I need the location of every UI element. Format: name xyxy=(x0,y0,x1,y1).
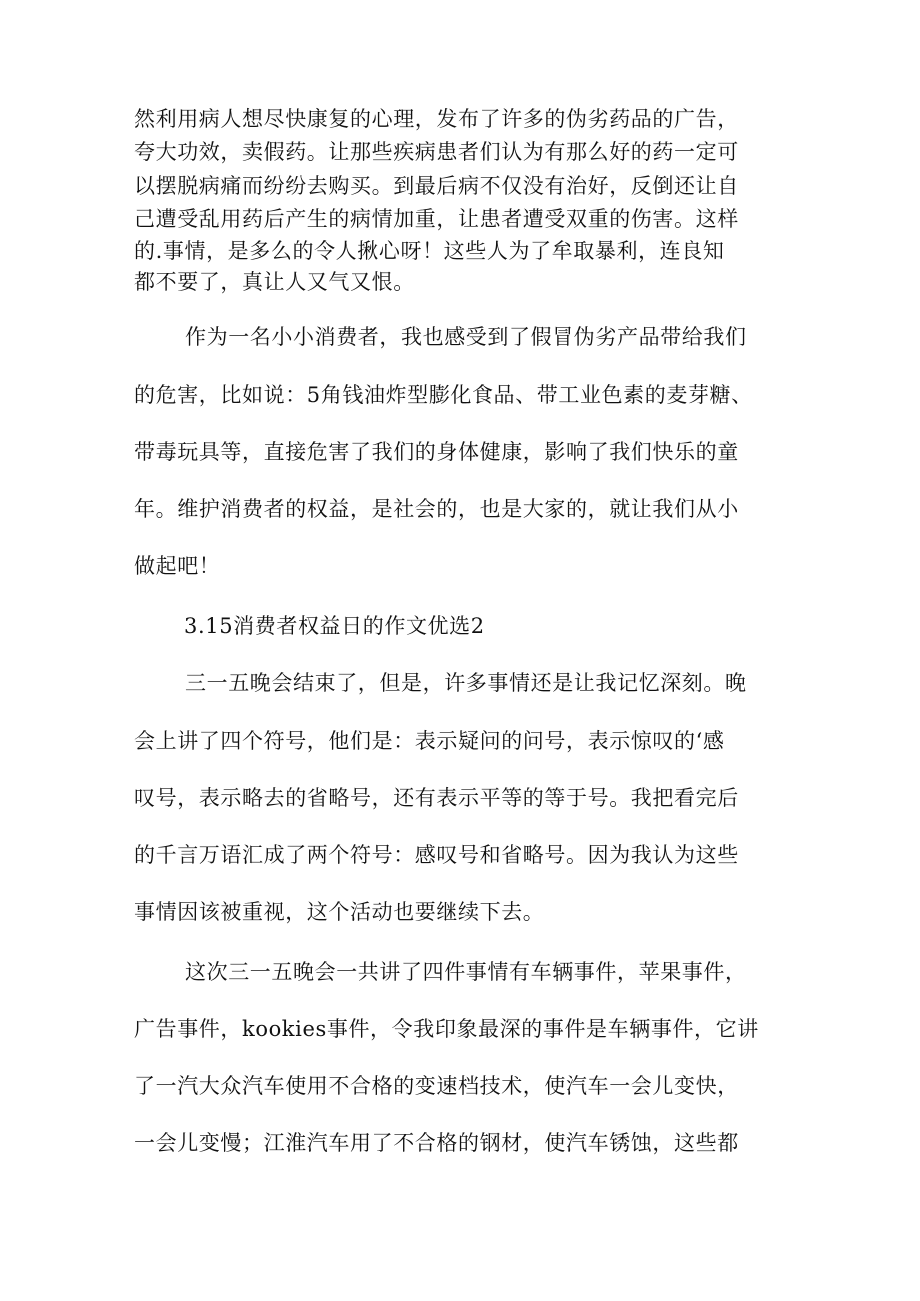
text-line: 然利用病人想尽快康复的心理，发布了许多的伪劣药品的广告， xyxy=(134,107,739,131)
text-line: 以摆脱病痛而纷纷去购买。到最后病不仅没有治好，反倒还让自 xyxy=(134,174,739,198)
text-line: 这次三一五晚会一共讲了四件事情有车辆事件，苹果事件， xyxy=(185,960,747,984)
text-line: 广告事件，kookies事件，令我印象最深的事件是车辆事件，它讲 xyxy=(134,1017,759,1041)
text-line: 带毒玩具等，直接危害了我们的身体健康，影响了我们快乐的童 xyxy=(134,440,739,464)
text-line: 的危害，比如说：5角钱油炸型膨化食品、带工业色素的麦芽糖、 xyxy=(134,383,753,407)
text-line: 了一汽大众汽车使用不合格的变速档技术，使汽车一会儿变快， xyxy=(134,1074,739,1098)
text-line: 的.事情，是多么的令人揪心呀！这些人为了牟取暴利，连良知 xyxy=(134,239,725,263)
text-line: 叹号，表示略去的省略号，还有表示平等的等于号。我把看完后 xyxy=(134,786,739,810)
text-line: 会上讲了四个符号，他们是：表示疑问的问号，表示惊叹的‘感 xyxy=(134,729,725,753)
section-heading: 3.15消费者权益日的作文优选2 xyxy=(184,614,485,638)
text-line: 夸大功效，卖假药。让那些疾病患者们认为有那么好的药一定可 xyxy=(134,140,739,164)
text-line: 三一五晚会结束了，但是，许多事情还是让我记忆深刻。晚 xyxy=(185,671,747,695)
text-line: 做起吧！ xyxy=(134,554,221,578)
text-line: 的千言万语汇成了两个符号：感叹号和省略号。因为我认为这些 xyxy=(134,843,739,867)
text-line: 事情因该被重视，这个活动也要继续下去。 xyxy=(134,900,545,924)
text-line: 都不要了，真让人又气又恨。 xyxy=(134,270,415,294)
text-line: 己遭受乱用药后产生的病情加重，让患者遭受双重的伤害。这样 xyxy=(134,207,739,231)
text-line: 年。维护消费者的权益，是社会的，也是大家的，就让我们从小 xyxy=(134,497,739,521)
text-line: 一会儿变慢；江淮汽车用了不合格的钢材，使汽车锈蚀，这些都 xyxy=(134,1131,739,1155)
text-line: 作为一名小小消费者，我也感受到了假冒伪劣产品带给我们 xyxy=(185,325,747,349)
